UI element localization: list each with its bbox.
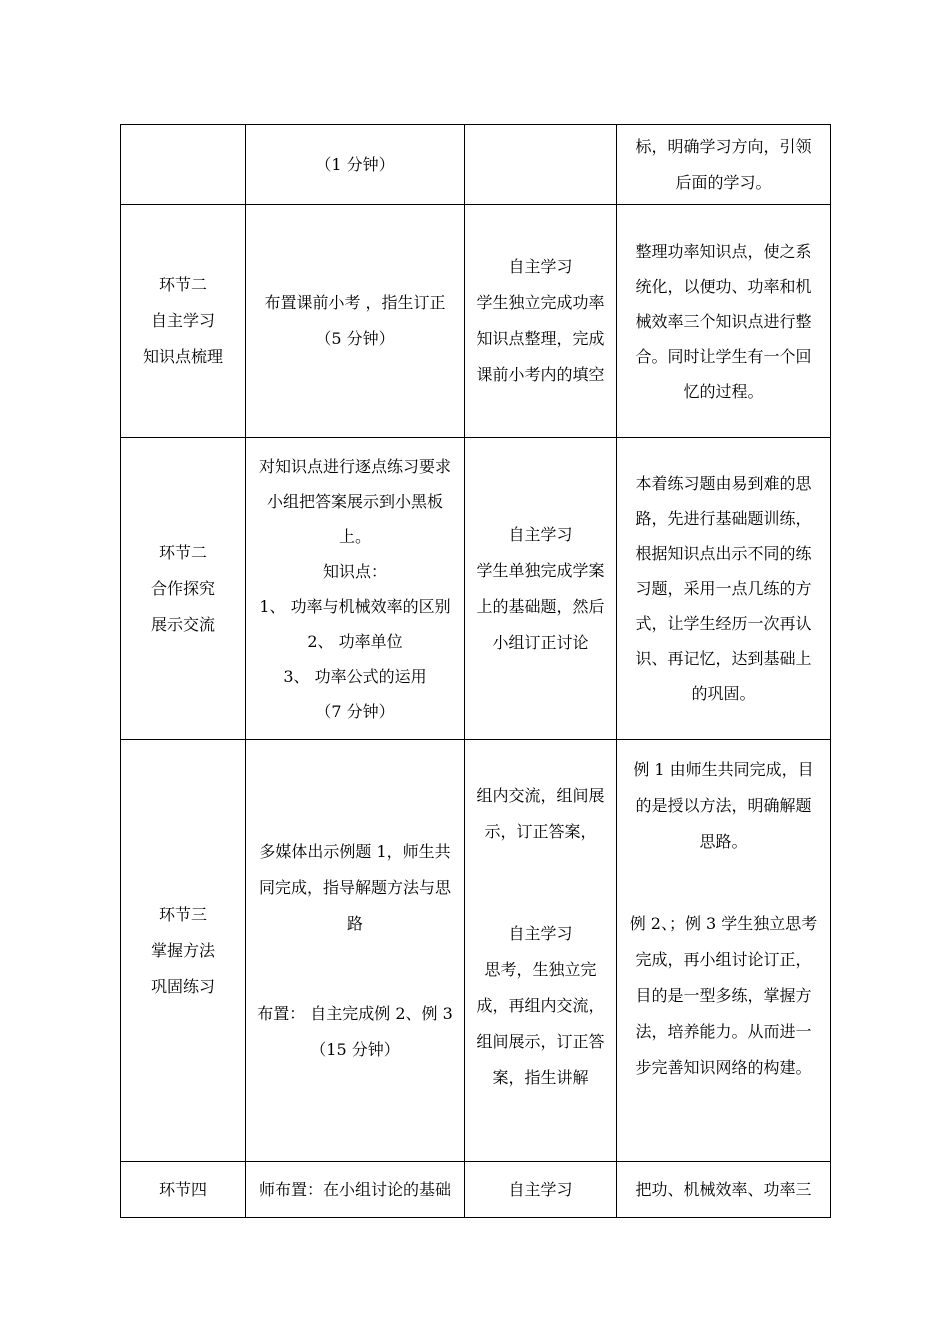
stage-line: 环节四 [158, 1179, 207, 1199]
text-line: 法，培养能力。从而进一 [635, 1022, 812, 1041]
text-line: 自主学习 [508, 257, 573, 276]
stage-line: 合作探究 [150, 578, 215, 598]
text-line: 示，订正答案， [484, 822, 597, 841]
stage-line: 环节三 [158, 904, 207, 924]
text-line: 忆的过程。 [683, 381, 764, 401]
student-activity-cell [465, 125, 617, 205]
stage-cell [121, 438, 246, 740]
text-line: 课前小考内的填空 [476, 365, 605, 384]
teacher-activity-cell [246, 1162, 465, 1218]
stage-line: 巩固练习 [150, 976, 215, 996]
text-line: 多媒体出示例题 1，师生共 [259, 841, 451, 861]
spacer [254, 942, 456, 996]
text-line: 上的基础题，然后 [476, 596, 605, 616]
text-line: 标，明确学习方向，引领 [635, 136, 812, 156]
text-line: 上。 [338, 526, 371, 546]
text-line: 小组订正讨论 [492, 632, 589, 652]
stage-line: 环节二 [158, 542, 207, 562]
student-activity-cell [465, 740, 617, 1162]
text-line: 后面的学习。 [675, 172, 772, 192]
text-line: 2、 功率单位 [307, 631, 403, 651]
text-line: 知识点整理，完成 [476, 329, 605, 348]
text-line: 小组把答案展示到小黑板 [266, 491, 443, 511]
text-line: 学生单独完成学案 [476, 560, 605, 580]
text-line: 3、 功率公式的运用 [283, 666, 427, 686]
table-row [121, 205, 831, 438]
text-line: 式，让学生经历一次再认 [635, 614, 812, 633]
text-line: 识、再记忆，达到基础上 [635, 649, 812, 668]
stage-cell [121, 125, 246, 205]
student-activity-cell [465, 205, 617, 438]
text-line: 自主学习 [508, 1179, 573, 1199]
text-line: 自主学习 [508, 924, 573, 943]
text-line: 知识点： [322, 561, 387, 581]
purpose-cell [617, 438, 831, 740]
lesson-plan-table [120, 124, 831, 1218]
stage-line: 展示交流 [150, 614, 215, 634]
text-line: 目的是一型多练，掌握方 [635, 986, 812, 1005]
text-line: 把功、机械效率、功率三 [635, 1179, 812, 1199]
teacher-activity-cell [246, 205, 465, 438]
text-line: 根据知识点出示不同的练 [635, 544, 812, 563]
text-line: 的是授以方法，明确解题 [635, 796, 812, 815]
stage-line: 掌握方法 [150, 940, 215, 960]
text-line: 布置： 自主完成例 2、例 3 [257, 1003, 453, 1023]
text-line: 械效率三个知识点进行整 [635, 311, 812, 331]
text-line: 整理功率知识点，使之系 [635, 241, 812, 261]
text-line: 自主学习 [508, 524, 573, 544]
text-line: 的巩固。 [691, 684, 756, 703]
text-line: 例 2、；例 3 学生独立思考 [629, 914, 818, 933]
purpose-cell [617, 205, 831, 438]
purpose-cell [617, 125, 831, 205]
stage-cell [121, 1162, 246, 1218]
table-row [121, 125, 831, 205]
text-line: 组内交流，组间展 [476, 786, 605, 805]
text-line: 本着练习题由易到难的思 [635, 474, 812, 493]
spacer [625, 860, 822, 906]
spacer [471, 850, 610, 916]
text-line: （7 分钟） [315, 701, 395, 721]
purpose-cell [617, 1162, 831, 1218]
stage-cell [121, 740, 246, 1162]
text-line: 路 [346, 913, 363, 933]
text-line: 步完善知识网络的构建。 [635, 1058, 812, 1077]
text-line: 合。同时让学生有一个回 [635, 346, 812, 366]
text-line: 对知识点进行逐点练习要求 [258, 456, 451, 476]
text-line: （15 分钟） [310, 1039, 400, 1059]
text-line: 统化，以便功、功率和机 [635, 276, 812, 296]
teacher-activity-cell [246, 125, 465, 205]
text-line: 组间展示，订正答 [476, 1032, 605, 1051]
student-activity-cell [465, 1162, 617, 1218]
stage-line: 环节二 [158, 275, 207, 294]
text-line: 习题，采用一点几练的方 [635, 579, 812, 598]
text-line: 学生独立完成功率 [476, 293, 605, 312]
text-line: 布置课前小考 ，指生订正 [264, 293, 446, 312]
stage-line: 自主学习 [150, 311, 215, 330]
text-line: 完成，再小组讨论订正， [635, 950, 812, 969]
text-line: 思路。 [699, 832, 748, 851]
stage-line: 知识点梳理 [142, 347, 223, 366]
student-activity-cell [465, 438, 617, 740]
text-line: 路，先进行基础题训练， [635, 509, 812, 528]
teacher-activity-cell [246, 438, 465, 740]
text-line: 同完成，指导解题方法与思 [258, 877, 451, 897]
text-line: 案，指生讲解 [492, 1068, 589, 1087]
text-line: 1、 功率与机械效率的区别 [259, 596, 451, 616]
table-row [121, 1162, 831, 1218]
text-line: （5 分钟） [315, 329, 395, 348]
text-line: （1 分钟） [315, 154, 395, 174]
purpose-cell [617, 740, 831, 1162]
table-row [121, 438, 831, 740]
stage-cell [121, 205, 246, 438]
teacher-activity-cell [246, 740, 465, 1162]
text-line: 师布置：在小组讨论的基础 [258, 1179, 451, 1199]
table-row [121, 740, 831, 1162]
text-line: 例 1 由师生共同完成，目 [633, 760, 814, 779]
text-line: 成，再组内交流， [476, 996, 605, 1015]
text-line: 思考，生独立完 [484, 960, 597, 979]
